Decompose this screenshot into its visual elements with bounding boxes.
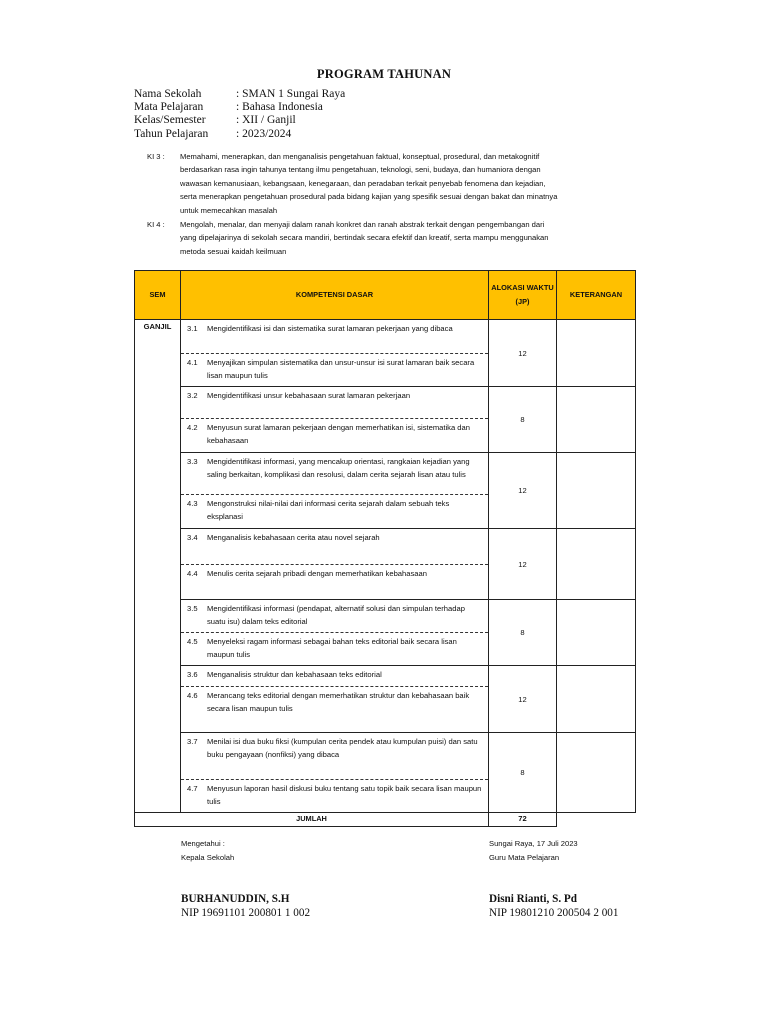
jp-cell: 8 [489, 387, 557, 453]
document-title: PROGRAM TAHUNAN [316, 67, 452, 81]
kd-number: 4.2 [187, 423, 198, 432]
kd-text: Menyajikan simpulan sistematika dan unsur-unsur isi surat lamaran baik secara lisan maupun tulis [207, 358, 475, 380]
total-empty-cell [557, 813, 636, 827]
meta-row-subject [134, 101, 345, 114]
kd-number: 4.1 [187, 358, 198, 367]
ki-code: KI 3 : [147, 152, 165, 161]
kd-item [181, 453, 488, 494]
meta-row-school [134, 88, 345, 101]
principal-title: Kepala Sekolah [181, 853, 235, 862]
keterangan-cell [557, 387, 636, 453]
jp-cell: 12 [489, 453, 557, 529]
meta-label: Nama Sekolah [134, 88, 202, 100]
jp-cell: 12 [489, 529, 557, 600]
kd-number: 3.4 [187, 533, 198, 542]
ki-code: KI 4 : [147, 220, 165, 229]
kd-text: Menilai isi dua buku fiksi (kumpulan cerita pendek atau kumpulan puisi) dan satu buku pengayaan (nonfiksi) yang dibaca [207, 737, 478, 759]
kd-number: 4.6 [187, 691, 198, 700]
jp-cell: 8 [489, 600, 557, 666]
kd-item [181, 564, 488, 583]
kd-text: Menulis cerita sejarah pribadi dengan memerhatikan kebahasaan [207, 569, 427, 578]
table-row [135, 387, 636, 453]
kd-number: 3.5 [187, 604, 198, 613]
meta-label: Tahun Pelajaran [134, 127, 209, 140]
kd-cell [181, 666, 489, 733]
table-row [135, 666, 636, 733]
kd-text: Mengidentifikasi informasi (pendapat, alternatif solusi dan simpulan terhadap suatu isu) dalam teks editorial [207, 604, 465, 626]
kd-cell [181, 733, 489, 813]
table-row [135, 529, 636, 600]
total-label: JUMLAH [135, 813, 489, 827]
keterangan-cell [557, 733, 636, 813]
kd-number: 4.5 [187, 637, 198, 646]
kd-cell [181, 387, 489, 453]
keterangan-cell [557, 666, 636, 733]
kd-text: Menyeleksi ragam informasi sebagai bahan teks editorial baik secara lisan maupun tulis [207, 637, 457, 659]
keterangan-cell [557, 453, 636, 529]
ki-3-block [147, 150, 560, 217]
jp-cell: 8 [489, 733, 557, 813]
meta-value: : 2023/2024 [236, 127, 292, 140]
kd-number: 3.7 [187, 737, 198, 746]
place-date: Sungai Raya, 17 Juli 2023 [489, 839, 578, 848]
kd-number: 4.4 [187, 569, 198, 578]
keterangan-cell [557, 529, 636, 600]
kd-number: 3.2 [187, 391, 198, 400]
kd-item [181, 632, 488, 664]
table-row [135, 600, 636, 666]
kd-cell [181, 453, 489, 529]
kd-item [181, 494, 488, 526]
ki-text: Mengolah, menalar, dan menyaji dalam ranah konkret dan ranah abstrak terkait dengan pengembangan dari yang dipelajarinya di sekolah secara mandiri, bertindak secara efektif dan kreatif, serta mampu menggunakan metoda sesuai kaidah keilmuan [180, 220, 549, 256]
table-header-row [135, 271, 636, 320]
kd-number: 3.3 [187, 457, 198, 466]
keterangan-cell [557, 600, 636, 666]
total-value: 72 [489, 813, 557, 827]
kd-item [181, 733, 488, 779]
kd-item [181, 686, 488, 718]
document-meta [134, 88, 345, 141]
kd-text: Menyusun surat lamaran pekerjaan dengan memerhatikan isi, sistematika dan kebahasaan [207, 423, 470, 445]
meta-label: Mata Pelajaran [134, 101, 204, 114]
teacher-title: Guru Mata Pelajaran [489, 853, 560, 862]
table-row [135, 733, 636, 813]
kd-cell [181, 600, 489, 666]
meta-row-year [134, 128, 345, 141]
kd-cell [181, 320, 489, 387]
kd-number: 4.3 [187, 499, 198, 508]
kd-item [181, 600, 488, 632]
kd-text: Mengidentifikasi informasi, yang mencakup orientasi, rangkaian kejadian yang saling berkaitan, komplikasi dan resolusi, dalam cerita sejarah lisan atau tulis [207, 457, 470, 479]
ki-4-block [147, 218, 560, 258]
kd-item [181, 320, 488, 353]
kd-item [181, 353, 488, 385]
meta-value: : Bahasa Indonesia [236, 101, 323, 114]
kd-text: Menganalisis kebahasaan cerita atau novel sejarah [207, 533, 380, 542]
header-kd: KOMPETENSI DASAR [181, 271, 489, 320]
kd-text: Mengonstruksi nilai-nilai dari informasi cerita sejarah dalam sebuah teks eksplanasi [207, 499, 450, 521]
kd-cell [181, 529, 489, 600]
meta-value: : SMAN 1 Sungai Raya [236, 88, 346, 100]
semester-cell: GANJIL [135, 320, 181, 813]
meta-value: : XII / Ganjil [236, 114, 296, 127]
kd-item [181, 418, 488, 450]
signature-right-caption [489, 837, 578, 865]
total-row [135, 813, 636, 827]
table-row [135, 320, 636, 387]
signature-left-caption [181, 837, 234, 865]
kd-item [181, 529, 488, 564]
jp-cell: 12 [489, 320, 557, 387]
acknowledged-label: Mengetahui : [181, 839, 225, 848]
ki-text: Memahami, menerapkan, dan menganalisis pengetahuan faktual, konseptual, prosedural, dan metakognitif berdasarkan rasa ingin tahunya tentang ilmu pengetahuan, teknologi, seni, budaya, dan humaniora dengan wawasan kemanusiaan, kebangsaan, kenegaraan, dan peradaban terkait penyebab fenomena dan kejadian, serta menerapkan pengetahuan prosedural pada bidang kajian yang spesifik sesuai dengan bakat dan minatnya untuk memecahkan masalah [180, 152, 558, 215]
kd-text: Menganalisis struktur dan kebahasaan teks editorial [207, 670, 382, 679]
kd-item [181, 666, 488, 686]
kd-number: 3.6 [187, 670, 198, 679]
meta-label: Kelas/Semester [134, 114, 206, 127]
header-jp: ALOKASI WAKTU (JP) [489, 271, 557, 320]
kd-text: Merancang teks editorial dengan memerhatikan struktur dan kebahasaan baik secara lisan maupun tulis [207, 691, 470, 713]
kd-item [181, 779, 488, 811]
principal-name: BURHANUDDIN, S.H [181, 893, 290, 905]
program-table [134, 270, 636, 827]
kd-number: 3.1 [187, 324, 198, 333]
kd-text: Menyusun laporan hasil diskusi buku tentang satu topik baik secara lisan maupun tulis [207, 784, 482, 806]
kd-item [181, 387, 488, 418]
teacher-name: Disni Rianti, S. Pd [489, 893, 577, 905]
header-sem: SEM [135, 271, 181, 320]
keterangan-cell [557, 320, 636, 387]
header-ket: KETERANGAN [557, 271, 636, 320]
principal-nip: NIP 19691101 200801 1 002 [181, 907, 311, 919]
kd-text: Mengidentifikasi unsur kebahasaan surat lamaran pekerjaan [207, 391, 411, 400]
kd-number: 4.7 [187, 784, 198, 793]
kd-text: Mengidentifikasi isi dan sistematika surat lamaran pekerjaan yang dibaca [207, 324, 453, 333]
meta-row-class [134, 114, 345, 127]
teacher-nip: NIP 19801210 200504 2 001 [489, 907, 619, 919]
table-row [135, 453, 636, 529]
jp-cell: 12 [489, 666, 557, 733]
